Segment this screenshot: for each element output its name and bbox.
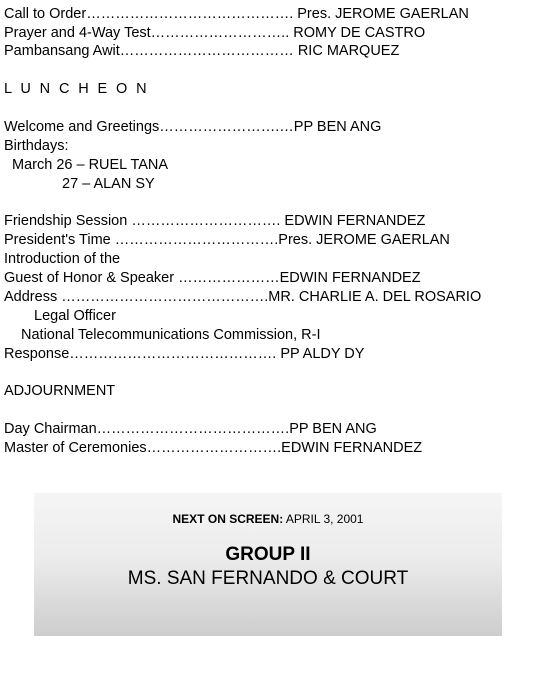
next-on-screen-line — [34, 512, 502, 526]
speaker-title: Legal Officer — [34, 308, 116, 324]
program-presidents-time: President's Time …………………………….Pres. JEROME GAERLAN — [4, 232, 450, 248]
section-adjournment: ADJOURNMENT — [4, 383, 116, 399]
birthday-entry-1: March 26 – RUEL TANA — [12, 157, 169, 173]
speaker-organization: National Telecommunications Commission, R-I — [21, 327, 321, 343]
program-friendship: Friendship Session …………………………. EDWIN FERNANDEZ — [4, 213, 426, 229]
next-on-screen-box — [34, 493, 502, 636]
section-luncheon: L U N C H E O N — [4, 81, 150, 97]
birthday-entry-2: 27 – ALAN SY — [62, 176, 155, 192]
program-address: Address …………………………………….MR. CHARLIE A. DEL ROSARIO — [4, 289, 482, 305]
program-anthem: Pambansang Awit……………………………… RIC MARQUEZ — [4, 43, 400, 59]
program-master-ceremonies: Master of Ceremonies……………………….EDWIN FERNANDEZ — [4, 440, 423, 456]
birthdays-label: Birthdays: — [4, 138, 69, 154]
program-welcome: Welcome and Greetings…………………….…PP BEN ANG — [4, 119, 382, 135]
program-call-to-order: Call to Order……………………………………. Pres. JEROME GAERLAN — [4, 6, 469, 22]
next-on-screen-date: APRIL 3, 2001 — [285, 512, 364, 526]
program-day-chairman: Day Chairman………………………………….PP BEN ANG — [4, 421, 377, 437]
next-group-venue: MS. SAN FERNANDO & COURT — [127, 568, 409, 589]
program-guest-speaker: Guest of Honor & Speaker …………………EDWIN FERNANDEZ — [4, 270, 421, 286]
program-introduction: Introduction of the — [4, 251, 121, 267]
next-group-title: GROUP II — [225, 544, 311, 565]
next-on-screen-label: NEXT ON SCREEN: — [172, 512, 284, 526]
program-prayer: Prayer and 4-Way Test……………………….. ROMY DE CASTRO — [4, 25, 426, 41]
program-response: Response……………………………………. PP ALDY DY — [4, 346, 365, 362]
